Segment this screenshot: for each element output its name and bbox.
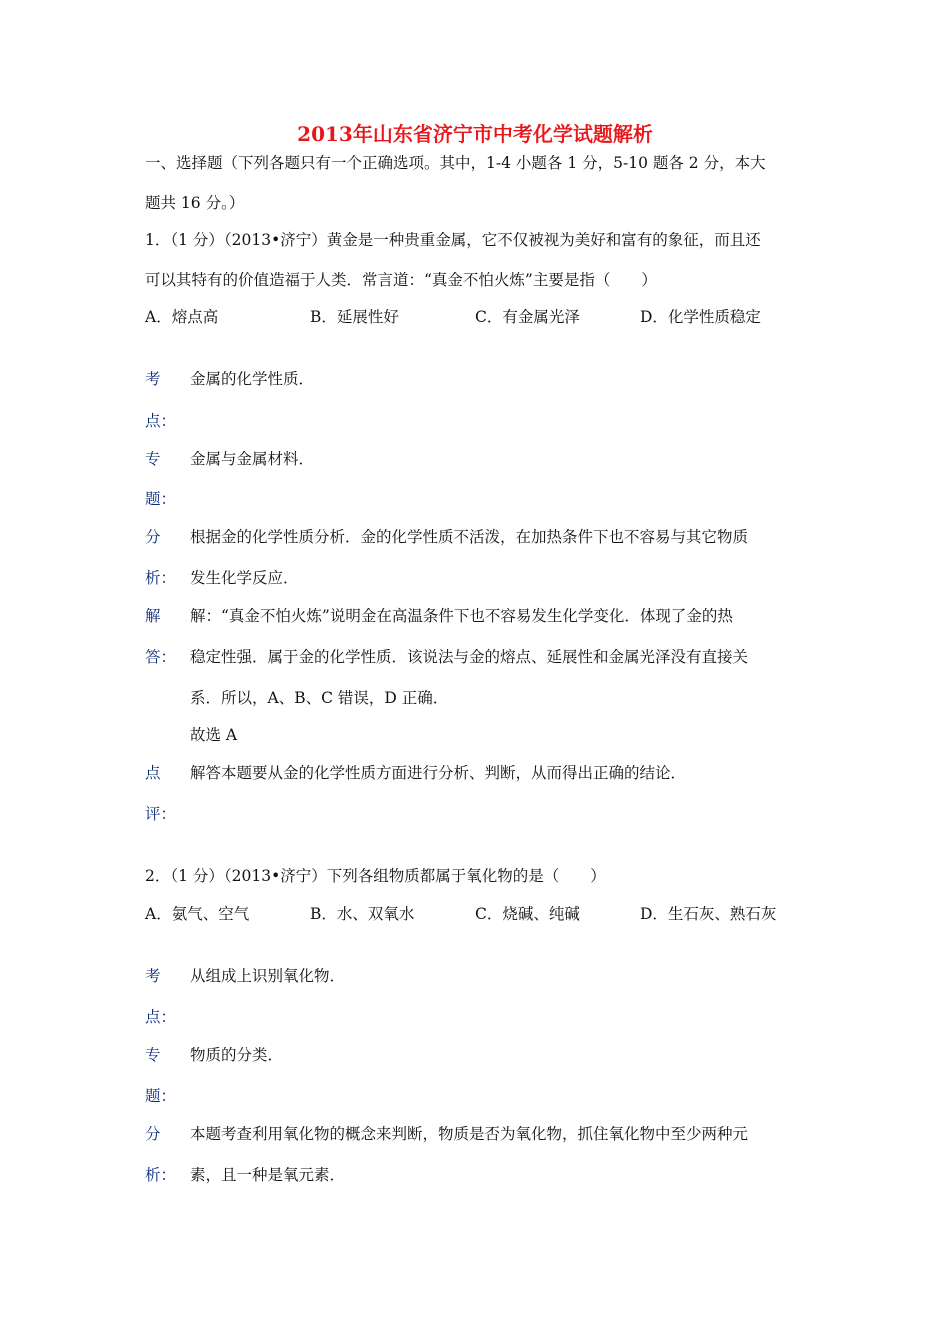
question-1-stem-line2: 可以其特有的价值造福于人类．常言道：“真金不怕火炼”主要是指（ ） <box>145 271 657 289</box>
q1-fenxi-text-line1: 根据金的化学性质分析．金的化学性质不活泼，在加热条件下也不容易与其它物质 <box>190 528 749 546</box>
q1-jieda-text-line4: 故选 A <box>190 726 238 744</box>
question-1-option-a: A．熔点高 <box>145 308 219 326</box>
q1-jieda-text-line1: 解：“真金不怕火炼”说明金在高温条件下也不容易发生化学变化．体现了金的热 <box>190 607 733 625</box>
q2-fenxi-text-line2: 素，且一种是氧元素． <box>190 1166 346 1184</box>
q2-zhuanti-label-2: 题： <box>145 1087 177 1105</box>
q1-zhuanti-label-1: 专 <box>145 450 161 468</box>
question-1-option-b: B．延展性好 <box>310 308 399 326</box>
q2-fenxi-label-2: 析： <box>145 1166 177 1184</box>
q1-fenxi-label-2: 析： <box>145 569 177 587</box>
q1-jieda-text-line3: 系．所以，A、B、C 错误，D 正确． <box>190 689 449 707</box>
q2-zhuanti-text: 物质的分类． <box>190 1046 284 1064</box>
q1-kaodian-label-1: 考 <box>145 370 161 388</box>
q1-jieda-text-line2: 稳定性强．属于金的化学性质．该说法与金的熔点、延展性和金属光泽没有直接关 <box>190 648 749 666</box>
q1-kaodian-text: 金属的化学性质． <box>190 370 315 388</box>
q1-kaodian-label-2: 点： <box>145 412 177 430</box>
section-instructions-line1: 一、选择题（下列各题只有一个正确选项。其中，1-4 小题各 1 分，5-10 题各 2 分，本大 <box>145 154 766 172</box>
q2-kaodian-label-1: 考 <box>145 967 161 985</box>
q1-jieda-label-1: 解 <box>145 607 161 625</box>
q1-dianping-text: 解答本题要从金的化学性质方面进行分析、判断，从而得出正确的结论． <box>190 764 687 782</box>
question-2-option-c: C．烧碱、纯碱 <box>475 905 580 923</box>
q1-fenxi-text-line2: 发生化学反应． <box>190 569 299 587</box>
q2-zhuanti-label-1: 专 <box>145 1046 161 1064</box>
section-instructions-line2: 题共 16 分。） <box>145 194 245 212</box>
q1-fenxi-label-1: 分 <box>145 528 161 546</box>
question-2-stem: 2．（1 分）（2013•济宁）下列各组物质都属于氧化物的是（ ） <box>145 867 606 885</box>
q1-zhuanti-label-2: 题： <box>145 490 177 508</box>
q1-jieda-label-2: 答： <box>145 648 177 666</box>
q1-dianping-label-1: 点 <box>145 764 161 782</box>
q1-zhuanti-text: 金属与金属材料． <box>190 450 315 468</box>
question-2-option-a: A．氨气、空气 <box>145 905 250 923</box>
question-1-stem-line1: 1．（1 分）（2013•济宁）黄金是一种贵重金属，它不仅被视为美好和富有的象征，而且还 <box>145 231 761 249</box>
q1-dianping-label-2: 评： <box>145 805 177 823</box>
question-2-option-d: D．生石灰、熟石灰 <box>640 905 777 923</box>
question-1-option-d: D．化学性质稳定 <box>640 308 761 326</box>
question-2-option-b: B．水、双氧水 <box>310 905 415 923</box>
q2-kaodian-label-2: 点： <box>145 1008 177 1026</box>
q2-kaodian-text: 从组成上识别氧化物． <box>190 967 346 985</box>
document-title: 2013年山东省济宁市中考化学试题解析 <box>297 122 653 146</box>
question-1-option-c: C．有金属光泽 <box>475 308 580 326</box>
q2-fenxi-text-line1: 本题考查利用氧化物的概念来判断，物质是否为氧化物，抓住氧化物中至少两种元 <box>190 1125 749 1143</box>
q2-fenxi-label-1: 分 <box>145 1125 161 1143</box>
